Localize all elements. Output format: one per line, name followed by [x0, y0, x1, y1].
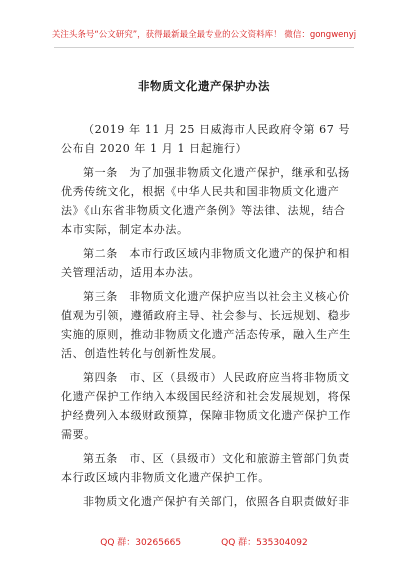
- article-4: 第四条 市、区（县级市）人民政府应当将非物质文化遗产保护工作纳入本级国民经济和社会发展规划，将保护经费列入本级财政预算，保障非物质文化遗产保护工作需要。: [61, 371, 351, 441]
- document-title: 非物质文化遗产保护办法: [138, 79, 270, 93]
- header-divider: [54, 47, 354, 48]
- article-5-continued: 非物质文化遗产保护有关部门，依照各自职责做好非: [83, 495, 350, 508]
- promulgation-note: （2019 年 11 月 25 日威海市人民政府令第 67 号公布自 2020 年 1 月 1 日起施行）: [61, 123, 351, 155]
- article-5: 第五条 市、区（县级市）文化和旅游主管部门负责本行政区域内非物质文化遗产保护工作。: [61, 452, 350, 484]
- header-promo-note: 关注头条号“公文研究”，获得最新最全最专业的公文资料库！ 微信：gongwenyj: [51, 30, 357, 40]
- article-1: 第一条 为了加强非物质文化遗产保护，继承和弘扬优秀传统文化，根据《中华人民共和国非物质文化遗产法》《山东省非物质文化遗产条例》等法律、法规，结合本市实际，制定本办法。: [61, 166, 350, 236]
- article-3: 第三条 非物质文化遗产保护应当以社会主义核心价值观为引领，遵循政府主导、社会参与、长远规划、稳步实施的原则，推动非物质文化遗产活态传承，融入生产生活、创造性转化与创新性发展。: [61, 290, 351, 360]
- article-2: 第二条 本市行政区域内非物质文化遗产的保护和相关管理活动，适用本办法。: [61, 247, 350, 279]
- footer-contact: [0, 535, 408, 548]
- document-body: [61, 120, 351, 516]
- footer-qq-group-2: QQ 群：535304092: [221, 538, 308, 548]
- footer-qq-group-1: QQ 群：30265665: [100, 538, 182, 548]
